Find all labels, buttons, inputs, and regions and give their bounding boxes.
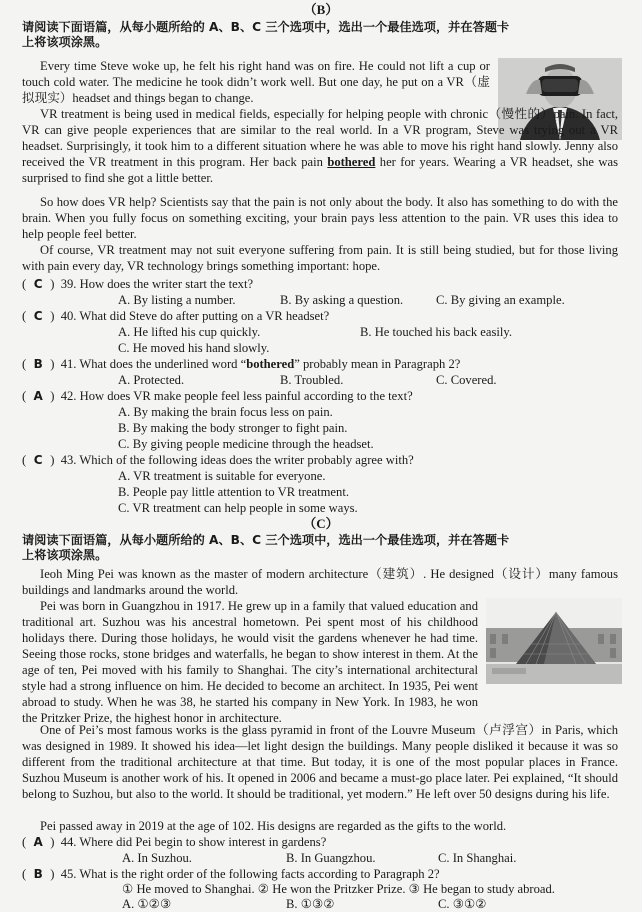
question-45-facts: ① He moved to Shanghai. ② He won the Pritzker Prize. ③ He began to study abroad. [122,882,555,896]
option-40-c[interactable]: C. He moved his hand slowly. [118,341,270,355]
paren-close: ) [50,867,55,881]
section-b-title: （B） [303,2,339,17]
instruction-line-2: 上将该项涂黑。 [22,548,108,562]
c-paragraph-4-text: Pei passed away in 2019 at the age of 102. His designs are regarded as the gifts to the world. [40,819,507,833]
answer-44[interactable]: A [33,835,43,849]
b-paragraph-1 [22,58,490,106]
paren-close: ) [50,277,55,291]
instruction-line-1: 请阅读下面语篇，从每小题所给的 A、B、C 三个选项中，选出一个最佳选项，并在答题卡 [22,533,510,547]
option-45-c[interactable]: C. ③①② [438,897,487,911]
answer-42[interactable]: A [33,389,43,403]
instruction-line-1: 请阅读下面语篇，从每小题所给的 A、B、C 三个选项中，选出一个最佳选项，并在答题卡 [22,20,510,34]
paren-close: ) [50,835,55,849]
question-number: 43. [60,453,77,467]
option-41-b[interactable]: B. Troubled. [280,373,344,387]
b-paragraph-4 [22,242,618,274]
section-c-instruction [22,533,622,563]
b-paragraph-1-text: Every time Steve woke up, he felt his right hand was on fire. He could not lift a cup or touch cold water. The medicine he took didn’t work well. But one day, he put on a VR（虚拟现实）headset and things began to change. [22,59,490,105]
option-40-a[interactable]: A. He lifted his cup quickly. [118,325,261,339]
section-c-title: （C） [303,516,339,531]
c-paragraph-4 [22,818,618,834]
option-44-c[interactable]: C. In Shanghai. [438,851,517,865]
c-paragraph-2-text: Pei was born in Guangzhou in 1917. He grew up in a family that valued education and traditional art. Suzhou was his ancestral hometown. Pei spent most of his childhood holidays there. During those holidays, he would visit the gardens whenever he had time. Seeing those rocks, stone bridges and waterfalls, he began to show interest in them. At the age of ten, Pei moved with his family to Shanghai. The city’s international architectural style had a strong influence on him. He decided to become an architect. In 1935, Pei went abroad to study. When he was 38, he started his company in New York. In 1983, he won the Pritzker Prize, the highest honor in architecture. [22,599,478,725]
paren-open: ( [22,389,27,403]
paren-open: ( [22,309,27,323]
answer-41[interactable]: B [33,357,43,371]
question-stem-post: ” probably mean in Paragraph 2? [294,357,461,371]
answer-39[interactable]: C [33,277,43,291]
question-45 [22,866,622,882]
louvre-pyramid-photo [486,598,622,684]
answer-45[interactable]: B [33,867,43,881]
b-paragraph-3 [22,194,618,242]
question-42 [22,388,622,404]
paren-open: ( [22,277,27,291]
question-number: 42. [60,389,77,403]
question-43 [22,452,622,468]
question-number: 45. [60,867,77,881]
option-44-b[interactable]: B. In Guangzhou. [286,851,376,865]
option-45-b[interactable]: B. ①③② [286,897,335,911]
option-39-c[interactable]: C. By giving an example. [436,293,565,307]
paren-open: ( [22,867,27,881]
option-45-a[interactable]: A. ①②③ [122,897,172,911]
b-paragraph-2-text: VR treatment is being used in medical fields, especially for helping people with chronic（慢性的）pain. In fact, VR can give people experiences that are similar to the real world. In a VR program, Steve was trying out a VR headset. Surprisingly, it took him to a different situation where he was able to move his right hand slowly. Jenny also received the VR treatment in this program. Her back pain [22,107,618,169]
option-39-b[interactable]: B. By asking a question. [280,293,404,307]
question-stem-word: bothered [246,357,295,371]
c-paragraph-3-text: One of Pei’s most famous works is the glass pyramid in front of the Louvre Museum（卢浮宫）in Paris, which was designed in 1989. It showed his idea—let light design the buildings. Many people disliked it because it was so different from the traditional architecture at that time. But today, it is one of the most popular places in France. Suzhou Museum is another work of his. It opened in 2006 and became a must-go place later. Pei explained, “It should belong to Suzhou, but also to the world. It should be traditional, yet modern.” He left over 50 designs during his life. [22,723,618,801]
question-stem: How does the writer start the text? [79,277,254,291]
question-44 [22,834,622,850]
answer-40[interactable]: C [33,309,43,323]
c-paragraph-2 [22,598,478,726]
paren-open: ( [22,357,27,371]
option-42-a[interactable]: A. By making the brain focus less on pain. [118,405,333,419]
question-number: 44. [60,835,77,849]
option-44-a[interactable]: A. In Suzhou. [122,851,192,865]
paren-close: ) [50,453,55,467]
answer-43[interactable]: C [33,453,43,467]
question-number: 41. [60,357,77,371]
question-number: 40. [60,309,77,323]
option-39-a[interactable]: A. By listing a number. [118,293,236,307]
question-41 [22,356,622,372]
question-number: 39. [60,277,77,291]
question-stem: What did Steve do after putting on a VR headset? [79,309,330,323]
b-paragraph-3-text: So how does VR help? Scientists say that the pain is not only about the body. It also has something to do with the brain. When you fully focus on something exciting, your brain pays less attention to the pain. VR uses this idea to help people feel better. [22,195,618,241]
option-43-a[interactable]: A. VR treatment is suitable for everyone. [118,469,326,483]
b-paragraph-2 [22,106,618,186]
option-41-a[interactable]: A. Protected. [118,373,185,387]
option-42-c[interactable]: C. By giving people medicine through the headset. [118,437,374,451]
section-b-instruction [22,20,622,50]
b-paragraph-4-text: Of course, VR treatment may not suit everyone suffering from pain. It is still being studied, but for those living with pain every day, VR technology brings something important: hope. [22,243,618,273]
question-stem: Which of the following ideas does the writer probably agree with? [79,453,414,467]
paren-close: ) [50,309,55,323]
paren-open: ( [22,835,27,849]
option-41-c[interactable]: C. Covered. [436,373,497,387]
question-stem: How does VR make people feel less painful according to the text? [79,389,413,403]
underlined-word-bothered: bothered [327,155,376,169]
paren-close: ) [50,389,55,403]
b-paragraph-2-tail: her for years. Wearing a VR headset, she was surprised to find she got a little better. [22,155,618,185]
question-stem: Where did Pei begin to show interest in gardens? [79,835,327,849]
c-paragraph-1-text: Ieoh Ming Pei was known as the master of modern architecture（建筑）. He designed（设计）many famous buildings and landmarks around the world. [22,567,618,597]
option-42-b[interactable]: B. By making the body stronger to fight pain. [118,421,348,435]
option-43-c[interactable]: C. VR treatment can help people in some ways. [118,501,358,515]
c-paragraph-1 [22,566,618,598]
instruction-line-2: 上将该项涂黑。 [22,35,108,49]
paren-open: ( [22,453,27,467]
option-40-b[interactable]: B. He touched his back easily. [360,325,513,339]
paren-close: ) [50,357,55,371]
question-40 [22,308,622,324]
option-43-b[interactable]: B. People pay little attention to VR treatment. [118,485,349,499]
question-stem: What is the right order of the following facts according to Paragraph 2? [79,867,440,881]
question-39 [22,276,622,292]
question-stem-pre: What does the underlined word “ [79,357,247,371]
c-paragraph-3 [22,722,618,802]
